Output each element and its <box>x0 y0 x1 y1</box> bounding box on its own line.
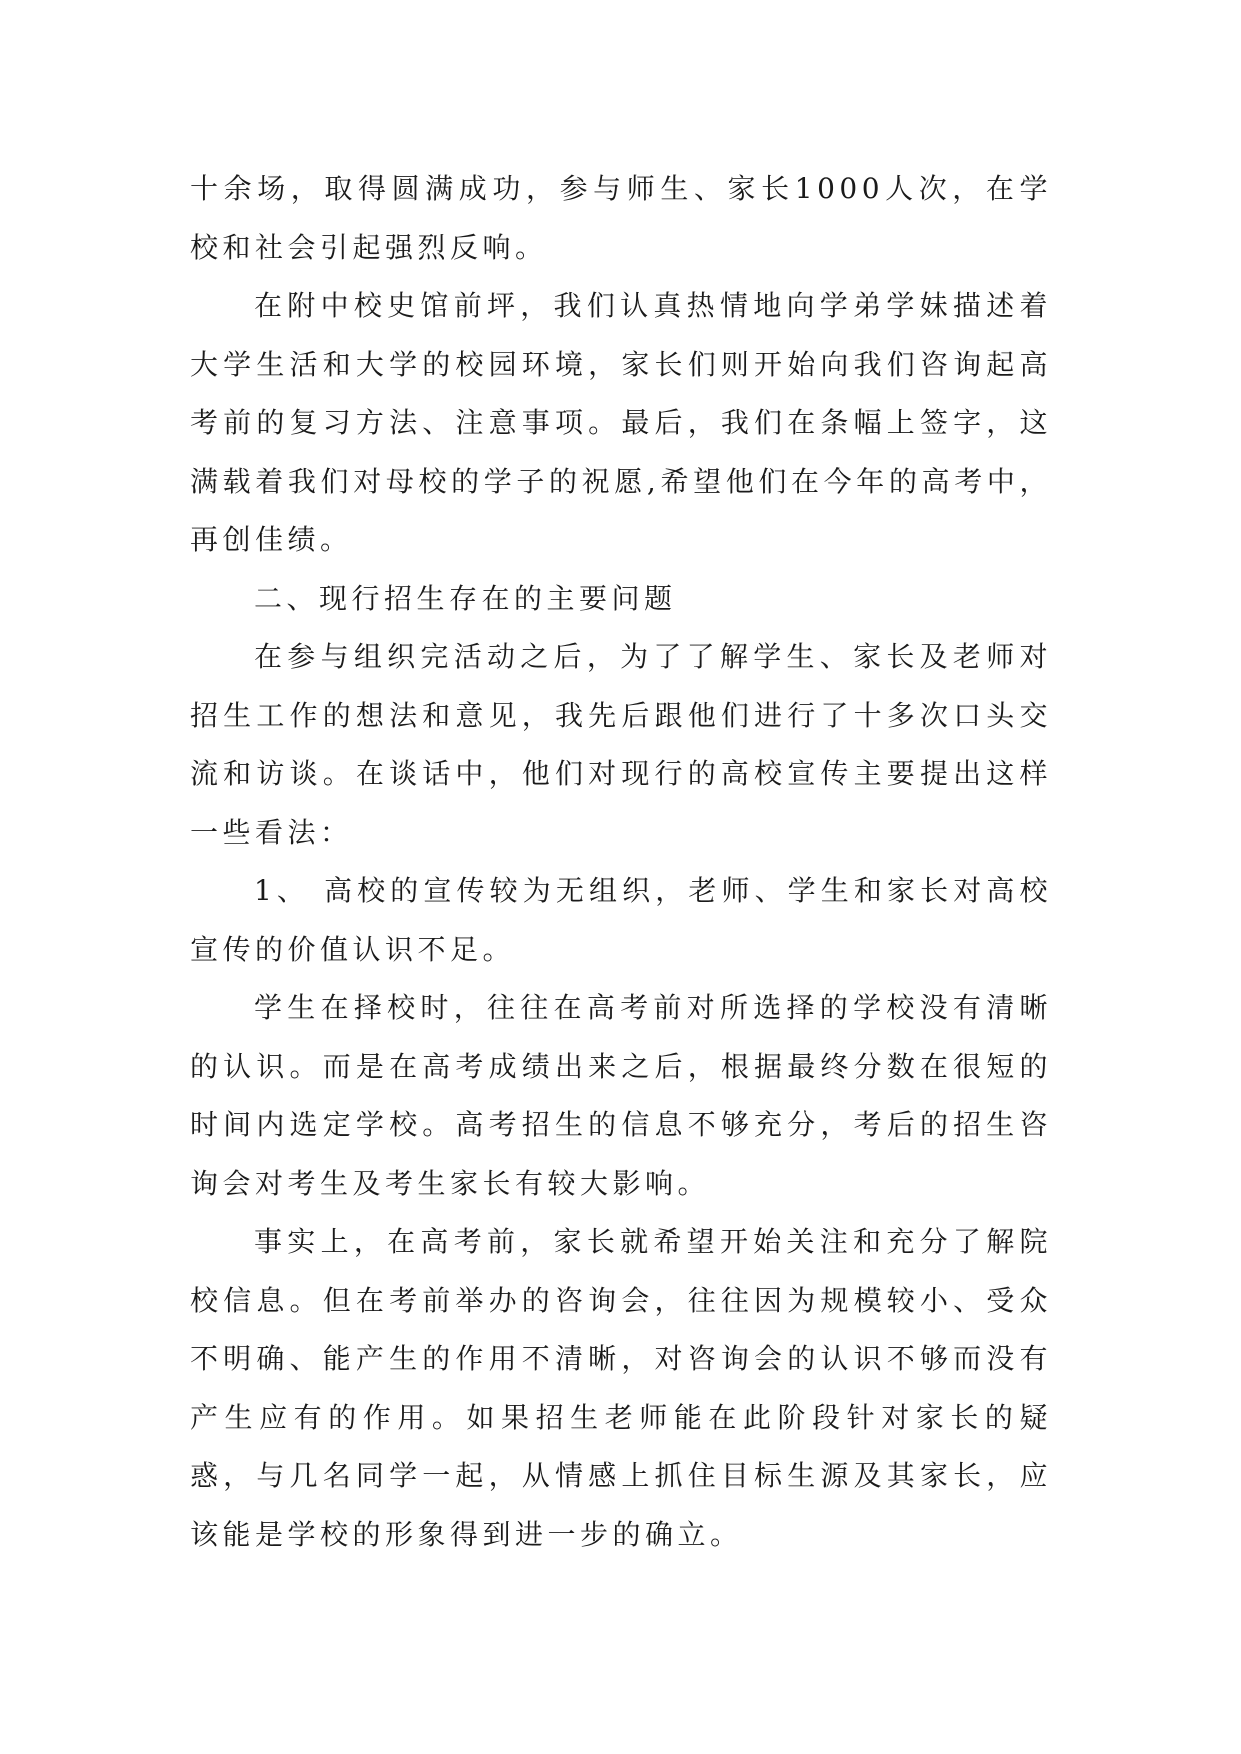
paragraph-school-choice: 学生在择校时，往往在高考前对所选择的学校没有清晰的认识。而是在高考成绩出来之后，根据最终分数在很短的时间内选定学校。高考招生的信息不够充分，考后的招生咨询会对考生及考生家长有较大影响。 <box>190 991 1052 1200</box>
section-heading: 二、现行招生存在的主要问题 <box>254 581 677 615</box>
paragraph-interviews: 在参与组织完活动之后，为了了解学生、家长及老师对招生工作的想法和意见，我先后跟他们进行了十多次口头交流和访谈。在谈话中，他们对现行的高校宣传主要提出这样一些看法： <box>190 640 1052 849</box>
paragraph-continued: 十余场，取得圆满成功，参与师生、家长1000人次，在学校和社会引起强烈反响。 <box>190 172 1052 264</box>
paragraph-campus-visit: 在附中校史馆前坪，我们认真热情地向学弟学妹描述着大学生活和大学的校园环境，家长们则开始向我们咨询起高考前的复习方法、注意事项。最后，我们在条幅上签字，这满载着我们对母校的学子的祝愿,希望他们在今年的高考中，再创佳绩。 <box>190 289 1052 556</box>
document-page <box>190 160 1052 1564</box>
paragraph-pre-exam-consulting: 事实上，在高考前，家长就希望开始关注和充分了解院校信息。但在考前举办的咨询会，往往因为规模较小、受众不明确、能产生的作用不清晰，对咨询会的认识不够而没有产生应有的作用。如果招生老师能在此阶段针对家长的疑惑，与几名同学一起，从情感上抓住目标生源及其家长，应该能是学校的形象得到进一步的确立。 <box>190 1225 1052 1551</box>
list-item-1: 1、 高校的宣传较为无组织，老师、学生和家长对高校宣传的价值认识不足。 <box>190 874 1052 966</box>
